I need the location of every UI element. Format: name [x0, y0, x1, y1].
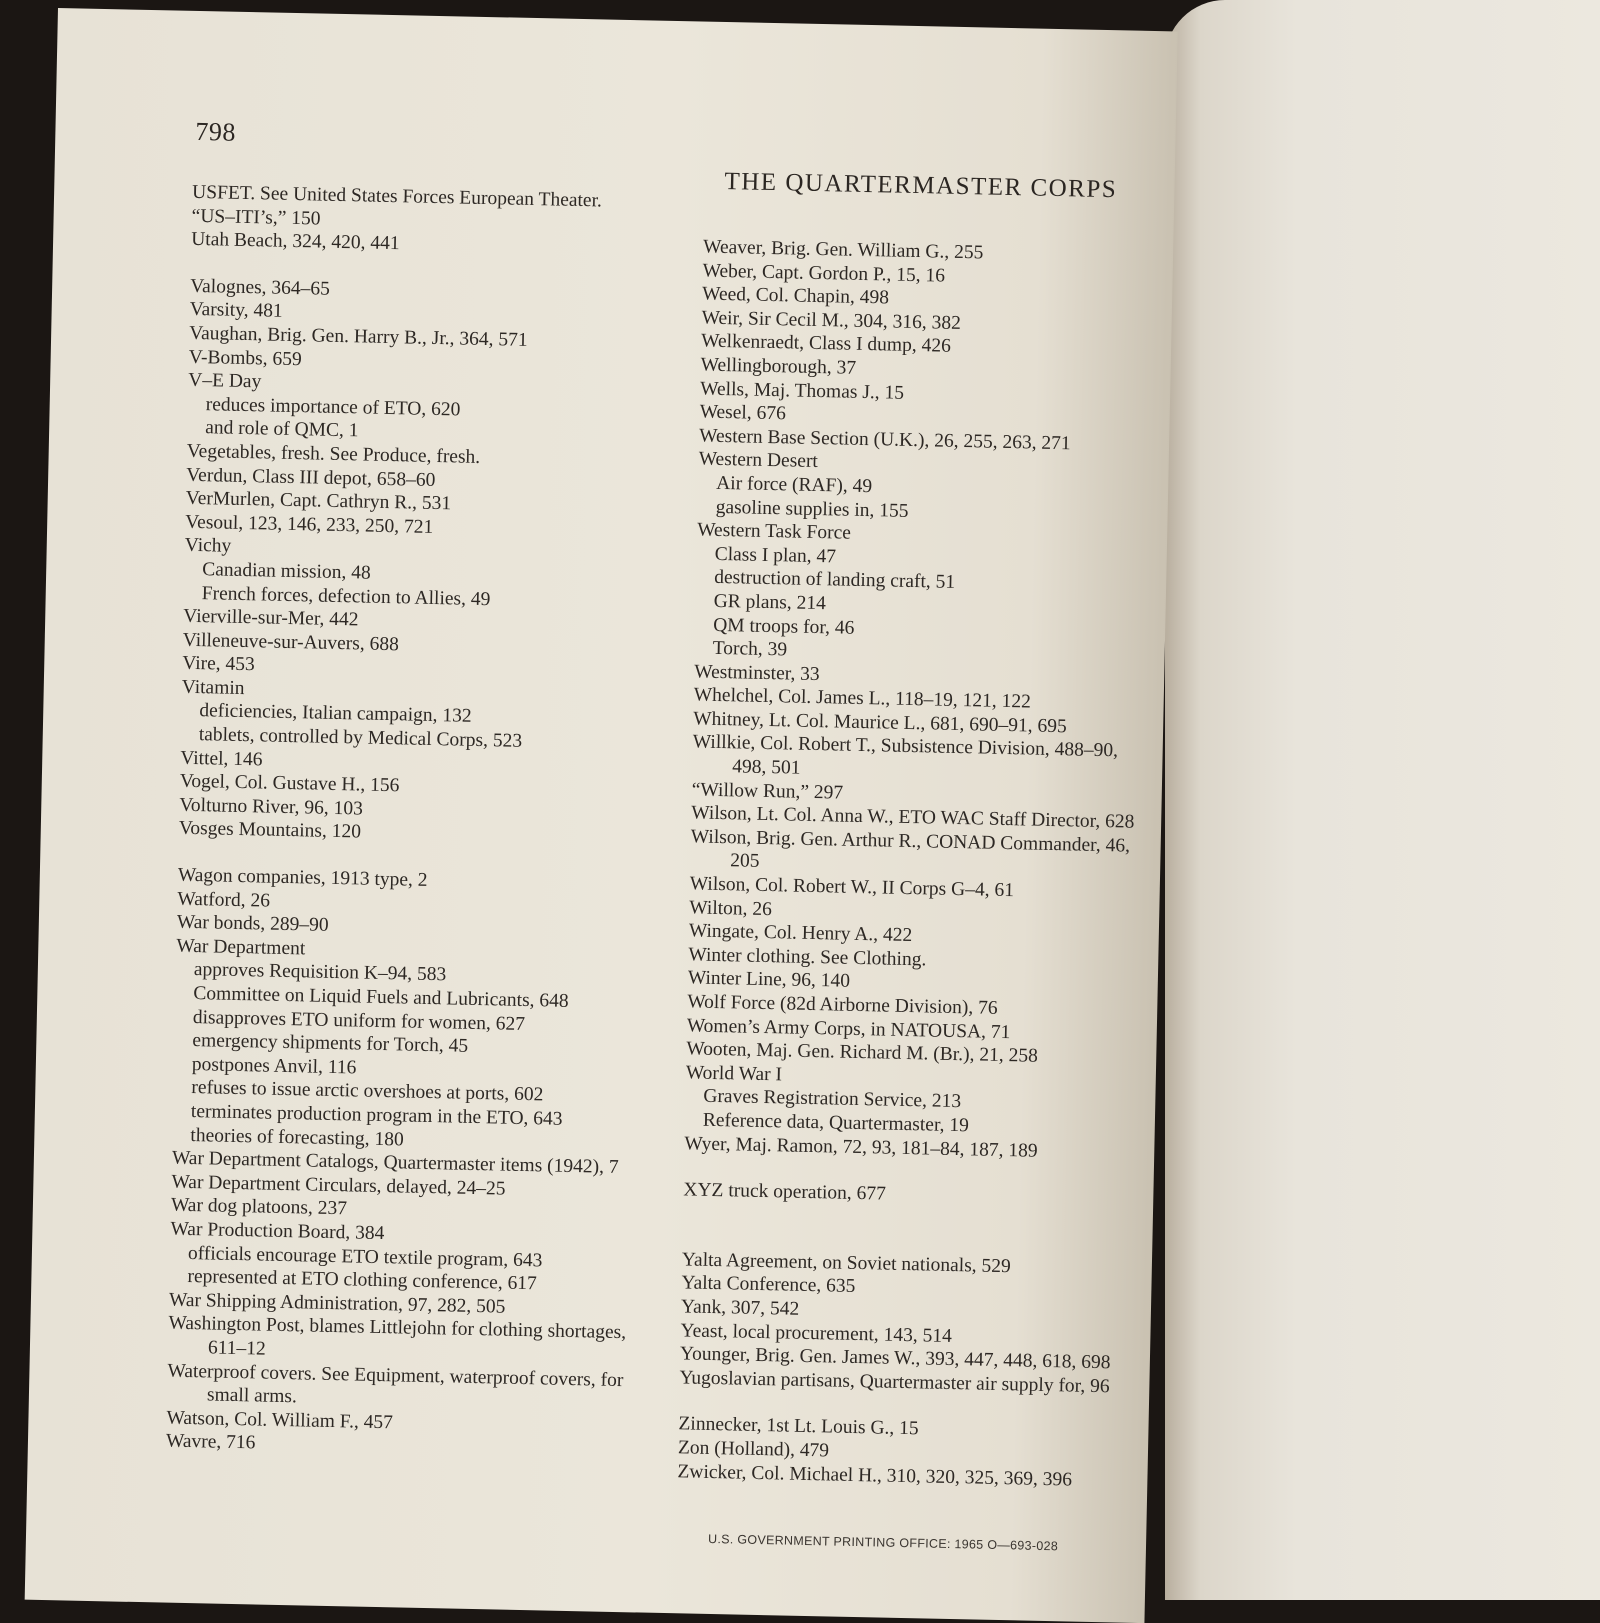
index-entry: Vesoul, 123, 146, 233, 250, 721 [185, 511, 434, 538]
index-entry: Willkie, Col. Robert T., Subsistence Division, 488–90, 498, 501 [692, 731, 1119, 779]
index-entry: Whelchel, Col. James L., 118–19, 121, 122 [693, 684, 1032, 713]
index-entry: War bonds, 289–90 [176, 911, 329, 937]
index-entry: Utah Beach, 324, 420, 441 [190, 229, 400, 255]
index-entry: War dog platoons, 237 [170, 1194, 348, 1220]
index-entry: Villeneuve-sur-Auvers, 688 [182, 629, 400, 655]
index-subentry: Reference data, Quartermaster, 19 [702, 1109, 970, 1137]
index-entry: Winter Line, 96, 140 [687, 967, 851, 993]
printing-office-footer: U.S. GOVERNMENT PRINTING OFFICE: 1965 O—693-028 [707, 1531, 1059, 1554]
index-entry: Wilson, Col. Robert W., II Corps G–4, 61 [689, 873, 1015, 902]
index-entry: Whitney, Lt. Col. Maurice L., 681, 690–91, 695 [693, 708, 1067, 738]
index-entry: V–E Day [188, 369, 262, 393]
index-entry: Vitamin [181, 676, 245, 699]
index-subentry: Canadian mission, 48 [202, 559, 371, 584]
index-entry: Yeast, local procurement, 143, 514 [680, 1319, 953, 1347]
index-subentry: reduces importance of ETO, 620 [205, 393, 461, 421]
index-entry: “US–ITI’s,” 150 [191, 205, 321, 230]
index-entry: Verdun, Class III depot, 658–60 [186, 464, 436, 491]
index-subentry: postpones Anvil, 116 [191, 1053, 357, 1079]
index-subentry: officials encourage ETO textile program, 643 [187, 1242, 543, 1271]
index-entry: Zwicker, Col. Michael H., 310, 320, 325, 369, 396 [677, 1460, 1073, 1491]
index-entry: Wavre, 716 [165, 1430, 256, 1454]
index-entry: Watson, Col. William F., 457 [166, 1407, 394, 1434]
index-entry: Vierville-sur-Mer, 442 [183, 605, 359, 631]
index-entry: Wells, Maj. Thomas J., 15 [699, 378, 905, 404]
index-entry: Wingate, Col. Henry A., 422 [688, 920, 913, 947]
index-entry: Yugoslavian partisans, Quartermaster air supply for, 96 [679, 1367, 1110, 1398]
index-subentry: Torch, 39 [712, 637, 788, 661]
index-entry: “Willow Run,” 297 [691, 779, 844, 804]
index-subentry: destruction of landing craft, 51 [713, 567, 956, 594]
index-entry: Weaver, Brig. Gen. William G., 255 [702, 236, 984, 264]
index-entry: Welkenraedt, Class I dump, 426 [700, 330, 952, 358]
index-entry: Washington Post, blames Littlejohn for clothing shortages, 611–12 [168, 1312, 627, 1360]
page-number: 798 [195, 116, 237, 147]
index-subentry: deficiencies, Italian campaign, 132 [199, 700, 472, 728]
index-subentry: and role of QMC, 1 [205, 417, 359, 442]
index-entry: War Shipping Administration, 97, 282, 505 [168, 1289, 506, 1318]
index-entry: Younger, Brig. Gen. James W., 393, 447, 448, 618, 698 [679, 1343, 1111, 1374]
index-entry: Varsity, 481 [189, 299, 283, 323]
index-entry: Valognes, 364–65 [189, 275, 331, 300]
index-entry: Westminster, 33 [694, 661, 820, 685]
index-subentry: represented at ETO clothing conference, 617 [187, 1266, 538, 1295]
running-head: THE QUARTERMASTER CORPS [724, 167, 1118, 204]
index-subentry: French forces, defection to Allies, 49 [201, 582, 491, 610]
index-column-left [166, 181, 683, 1464]
index-entry: War Department [176, 935, 306, 960]
index-entry: Zon (Holland), 479 [677, 1437, 830, 1462]
index-entry: Wyer, Maj. Ramon, 72, 93, 181–84, 187, 189 [684, 1132, 1038, 1162]
index-entry: Watford, 26 [177, 888, 271, 912]
index-entry: Vogel, Col. Gustave H., 156 [179, 770, 400, 797]
index-entry: Vosges Mountains, 120 [178, 818, 362, 843]
index-entry: Vaughan, Brig. Gen. Harry B., Jr., 364, 571 [188, 322, 528, 351]
index-entry: Waterproof covers. See Equipment, waterproof covers, for small arms. [167, 1360, 624, 1408]
index-entry: Wilson, Brig. Gen. Arthur R., CONAD Commander, 46, 205 [690, 826, 1131, 873]
index-entry: Western Task Force [696, 519, 852, 544]
index-subentry: approves Requisition K–94, 583 [193, 959, 447, 986]
book-page [25, 8, 1178, 1623]
index-entry: VerMurlen, Capt. Cathryn R., 531 [185, 487, 452, 515]
index-entry: Yalta Conference, 635 [681, 1272, 856, 1298]
index-subentry: Committee on Liquid Fuels and Lubricants, 648 [193, 983, 569, 1012]
index-entry: War Production Board, 384 [170, 1218, 385, 1245]
index-subentry: emergency shipments for Torch, 45 [192, 1030, 469, 1058]
index-subentry: QM troops for, 46 [713, 614, 855, 639]
index-entry: Yalta Agreement, on Soviet nationals, 529 [681, 1249, 1012, 1277]
index-entry: War Department Catalogs, Quartermaster items (1942), 7 [171, 1147, 619, 1179]
index-entry: Winter clothing. See Clothing. [688, 944, 927, 971]
index-subentry: terminates production program in the ETO, 643 [190, 1100, 563, 1130]
index-subentry: refuses to issue arctic overshoes at ports, 602 [191, 1077, 544, 1106]
index-entry: Wilton, 26 [689, 897, 773, 920]
index-entry: Zinnecker, 1st Lt. Louis G., 15 [678, 1413, 919, 1440]
index-entry: XYZ truck operation, 677 [683, 1179, 887, 1205]
index-entry: Volturno River, 96, 103 [179, 794, 364, 820]
index-entry: Weber, Capt. Gordon P., 15, 16 [702, 260, 946, 287]
index-entry: Vegetables, fresh. See Produce, fresh. [186, 440, 481, 468]
index-entry: War Department Circulars, delayed, 24–25 [171, 1171, 506, 1200]
index-entry: Weir, Sir Cecil M., 304, 316, 382 [701, 307, 962, 334]
index-entry: Wagon companies, 1913 type, 2 [177, 864, 428, 891]
index-entry: Wooten, Maj. Gen. Richard M. (Br.), 21, 258 [686, 1038, 1039, 1067]
index-column-right [677, 236, 1158, 1493]
index-entry: Western Base Section (U.K.), 26, 255, 263, 271 [698, 425, 1071, 455]
index-entry: Weed, Col. Chapin, 498 [701, 283, 890, 309]
index-entry: Wolf Force (82d Airborne Division), 76 [687, 991, 998, 1019]
index-entry: USFET. See United States Forces European Theater. [191, 181, 603, 212]
index-subentry: gasoline supplies in, 155 [715, 496, 909, 522]
index-entry: World War I [685, 1062, 783, 1086]
index-entry: Yank, 307, 542 [680, 1296, 800, 1320]
index-entry: Wellingborough, 37 [700, 354, 857, 379]
index-entry: Women’s Army Corps, in NATOUSA, 71 [686, 1014, 1011, 1043]
index-subentry: GR plans, 214 [713, 590, 827, 615]
index-subentry: theories of forecasting, 180 [190, 1124, 404, 1151]
index-entry: Wesel, 676 [699, 401, 787, 425]
index-entry: Wilson, Lt. Col. Anna W., ETO WAC Staff Director, 628 [691, 802, 1135, 833]
index-entry: Vichy [184, 535, 232, 558]
index-entry: V-Bombs, 659 [188, 346, 302, 370]
index-entry: Vittel, 146 [180, 747, 263, 771]
index-subentry: Class I plan, 47 [714, 543, 837, 568]
index-subentry: tablets, controlled by Medical Corps, 523 [198, 724, 523, 752]
index-entry: Western Desert [698, 448, 819, 473]
index-subentry: Air force (RAF), 49 [715, 472, 873, 498]
facing-page [1165, 0, 1600, 1600]
index-subentry: disapproves ETO uniform for women, 627 [192, 1006, 526, 1035]
index-entry: Vire, 453 [182, 653, 255, 676]
index-subentry: Graves Registration Service, 213 [703, 1086, 962, 1113]
